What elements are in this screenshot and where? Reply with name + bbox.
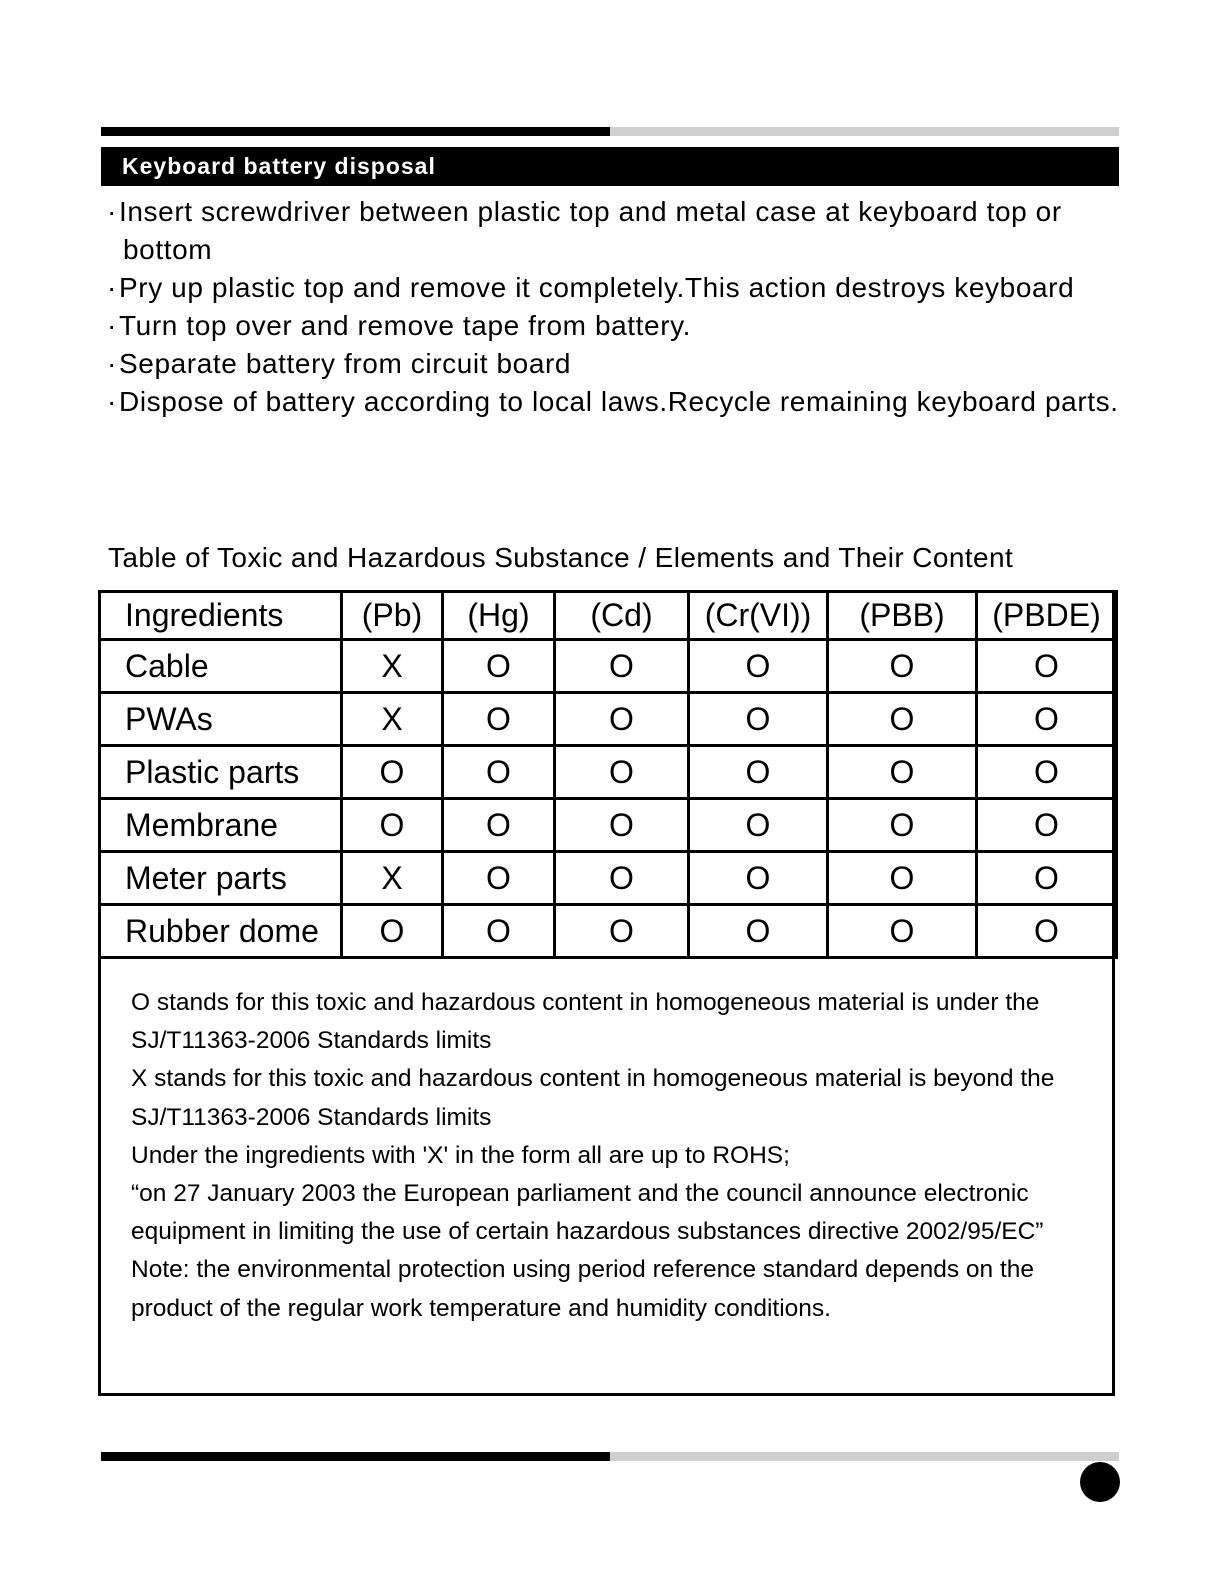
- note-environmental: Note: the environmental protection using period reference standard depends on the product of the regular work temperature and humidity conditions.: [131, 1256, 1035, 1322]
- table-cell: O: [828, 905, 977, 958]
- table-cell: O: [443, 693, 555, 746]
- column-header: (PBDE): [977, 592, 1117, 640]
- column-header: Ingredients: [100, 592, 342, 640]
- bottom-divider: [101, 1452, 1119, 1461]
- section-heading: Keyboard battery disposal: [101, 147, 1119, 186]
- table-cell: O: [443, 640, 555, 693]
- bullet: ·: [107, 310, 117, 341]
- table-cell: O: [555, 693, 689, 746]
- bullet: ·: [107, 272, 117, 303]
- step-text: Turn top over and remove tape from battery.: [119, 310, 692, 341]
- table-row: [100, 746, 1117, 799]
- table-cell: O: [689, 693, 828, 746]
- ingredient-cell: Meter parts: [100, 852, 342, 905]
- bullet: ·: [107, 386, 117, 417]
- table-cell: O: [342, 746, 443, 799]
- column-header: (Hg): [443, 592, 555, 640]
- step-text: Pry up plastic top and remove it completely.This action destroys keyboard: [119, 272, 1075, 303]
- table-cell: O: [689, 746, 828, 799]
- table-cell: X: [342, 693, 443, 746]
- table-row: [100, 852, 1117, 905]
- substance-table: [98, 590, 1118, 959]
- top-divider: [101, 127, 1119, 136]
- list-item: [107, 307, 1127, 345]
- table-title: Table of Toxic and Hazardous Substance / Elements and Their Content: [108, 542, 1014, 573]
- column-header: (Pb): [342, 592, 443, 640]
- step-text: Dispose of battery according to local laws.Recycle remaining keyboard parts.: [119, 386, 1119, 417]
- table-cell: O: [689, 799, 828, 852]
- table-row: [100, 905, 1117, 958]
- table-cell: O: [828, 746, 977, 799]
- list-item: [107, 383, 1127, 421]
- table-cell: O: [689, 852, 828, 905]
- table-cell: O: [443, 905, 555, 958]
- top-divider-dark: [101, 127, 610, 136]
- table-cell: O: [342, 799, 443, 852]
- step-text: Separate battery from circuit board: [119, 348, 572, 379]
- note-x-definition: X stands for this toxic and hazardous content in homogeneous material is beyond the SJ/T11363-2006 Standards limits: [131, 1065, 1055, 1131]
- step-text: Insert screwdriver between plastic top and metal case at keyboard top or bottom: [119, 196, 1062, 265]
- note-rohs: Under the ingredients with 'X' in the form all are up to ROHS;: [131, 1141, 790, 1169]
- page-marker-dot: [1080, 1462, 1120, 1502]
- table-cell: O: [443, 799, 555, 852]
- table-cell: O: [828, 799, 977, 852]
- table-cell: O: [977, 640, 1117, 693]
- bullet: ·: [107, 196, 117, 227]
- table-cell: O: [977, 746, 1117, 799]
- table-cell: O: [555, 746, 689, 799]
- bottom-divider-dark: [101, 1452, 610, 1461]
- list-item: [107, 345, 1127, 383]
- list-item: [107, 269, 1127, 307]
- ingredient-cell: PWAs: [100, 693, 342, 746]
- table-cell: X: [342, 852, 443, 905]
- table-cell: O: [555, 905, 689, 958]
- column-header: (PBB): [828, 592, 977, 640]
- column-header: (Cd): [555, 592, 689, 640]
- ingredient-cell: Plastic parts: [100, 746, 342, 799]
- bottom-divider-light: [610, 1452, 1119, 1461]
- table-row: [100, 693, 1117, 746]
- table-cell: X: [342, 640, 443, 693]
- disposal-steps: [107, 193, 1127, 421]
- ingredient-cell: Rubber dome: [100, 905, 342, 958]
- table-cell: O: [828, 693, 977, 746]
- ingredient-cell: Membrane: [100, 799, 342, 852]
- table-cell: O: [689, 640, 828, 693]
- table-cell: O: [443, 746, 555, 799]
- table-cell: O: [977, 693, 1117, 746]
- table-cell: O: [977, 799, 1117, 852]
- table-cell: O: [828, 640, 977, 693]
- table-notes: [131, 984, 1101, 1328]
- list-item: [107, 193, 1127, 269]
- table-cell: O: [689, 905, 828, 958]
- table-cell: O: [828, 852, 977, 905]
- table-cell: O: [555, 852, 689, 905]
- bullet: ·: [107, 348, 117, 379]
- table-header-row: [100, 592, 1117, 640]
- table-cell: O: [443, 852, 555, 905]
- ingredient-cell: Cable: [100, 640, 342, 693]
- note-directive: “on 27 January 2003 the European parliament and the council announce electronic equipment in limiting the use of certain hazardous substances directive 2002/95/EC”: [131, 1180, 1044, 1246]
- table-cell: O: [555, 799, 689, 852]
- table-cell: O: [977, 905, 1117, 958]
- table-row: [100, 640, 1117, 693]
- table-cell: O: [555, 640, 689, 693]
- table-row: [100, 799, 1117, 852]
- column-header: (Cr(VI)): [689, 592, 828, 640]
- table-cell: O: [342, 905, 443, 958]
- note-o-definition: O stands for this toxic and hazardous content in homogeneous material is under the SJ/T11363-2006 Standards limits: [131, 989, 1040, 1055]
- table-cell: O: [977, 852, 1117, 905]
- top-divider-light: [610, 127, 1119, 136]
